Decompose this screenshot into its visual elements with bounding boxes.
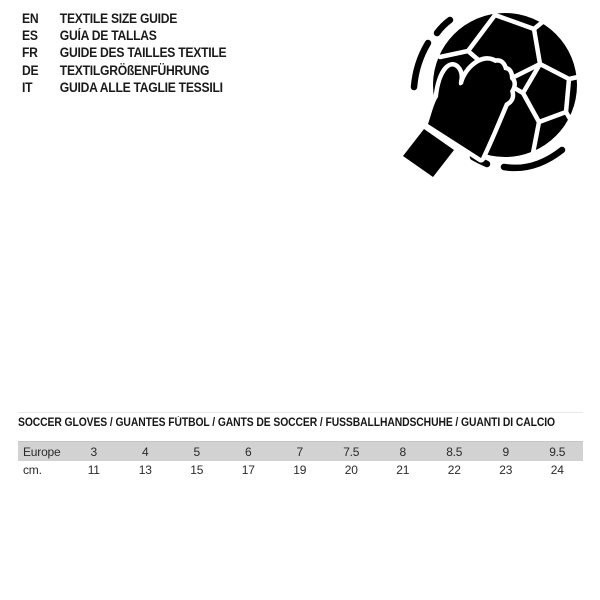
size-value-cell: 15 [190, 463, 204, 477]
goalkeeper-glove-soccer-ball-icon [400, 0, 600, 200]
size-value-cell: 8 [377, 442, 429, 462]
size-value-cell: 7.5 [326, 442, 378, 462]
language-code: DE [22, 62, 39, 78]
size-value-cell: 20 [344, 463, 358, 477]
size-value-cell: 23 [499, 463, 513, 477]
size-value-cell: 24 [550, 463, 564, 477]
size-value-cell: 11 [87, 463, 100, 477]
language-label: TEXTILGRÖßENFÜHRUNG [59, 62, 210, 78]
size-value-cell: 6 [223, 442, 275, 462]
language-code: FR [22, 45, 38, 61]
size-value-cell: 7 [274, 442, 326, 462]
size-value-cell: 21 [396, 463, 410, 477]
language-row-it [22, 79, 226, 96]
section-divider [18, 412, 583, 413]
language-label: TEXTILE SIZE GUIDE [59, 11, 178, 27]
size-value-cell: 9 [480, 442, 532, 462]
row-label: cm. [23, 463, 42, 477]
size-value-cell: 4 [120, 442, 172, 462]
language-row-de [22, 62, 226, 79]
size-table-title: SOCCER GLOVES / GUANTES FÚTBOL / GANTS DE SOCCER / FUSSBALLHANDSCHUHE / GUANTI DI CALCIO [18, 417, 556, 429]
language-code: IT [22, 79, 33, 95]
language-row-es [22, 27, 226, 44]
size-table [18, 441, 583, 479]
language-label: GUIDA ALLE TAGLIE TESSILI [59, 79, 223, 95]
language-code: EN [22, 11, 39, 27]
language-list [22, 10, 249, 96]
size-value-cell: 19 [293, 463, 307, 477]
size-value-cell: 22 [447, 463, 461, 477]
language-label: GUÍA DE TALLAS [59, 28, 157, 44]
size-value-cell: 17 [241, 463, 255, 477]
size-table-body [18, 442, 583, 480]
row-label: Europe [18, 442, 68, 462]
language-label: GUIDE DES TAILLES TEXTILE [59, 45, 227, 61]
language-row-en [22, 10, 226, 27]
size-value-cell: 8.5 [429, 442, 481, 462]
size-value-cell: 5 [171, 442, 223, 462]
size-table-row-europe [18, 442, 583, 462]
language-code: ES [22, 28, 38, 44]
size-table-row-cm [18, 461, 583, 479]
glove-ball-svg [400, 0, 600, 200]
language-row-fr [22, 44, 226, 61]
size-value-cell: 3 [68, 442, 120, 462]
size-value-cell: 9.5 [532, 442, 584, 462]
size-value-cell: 13 [138, 463, 152, 477]
